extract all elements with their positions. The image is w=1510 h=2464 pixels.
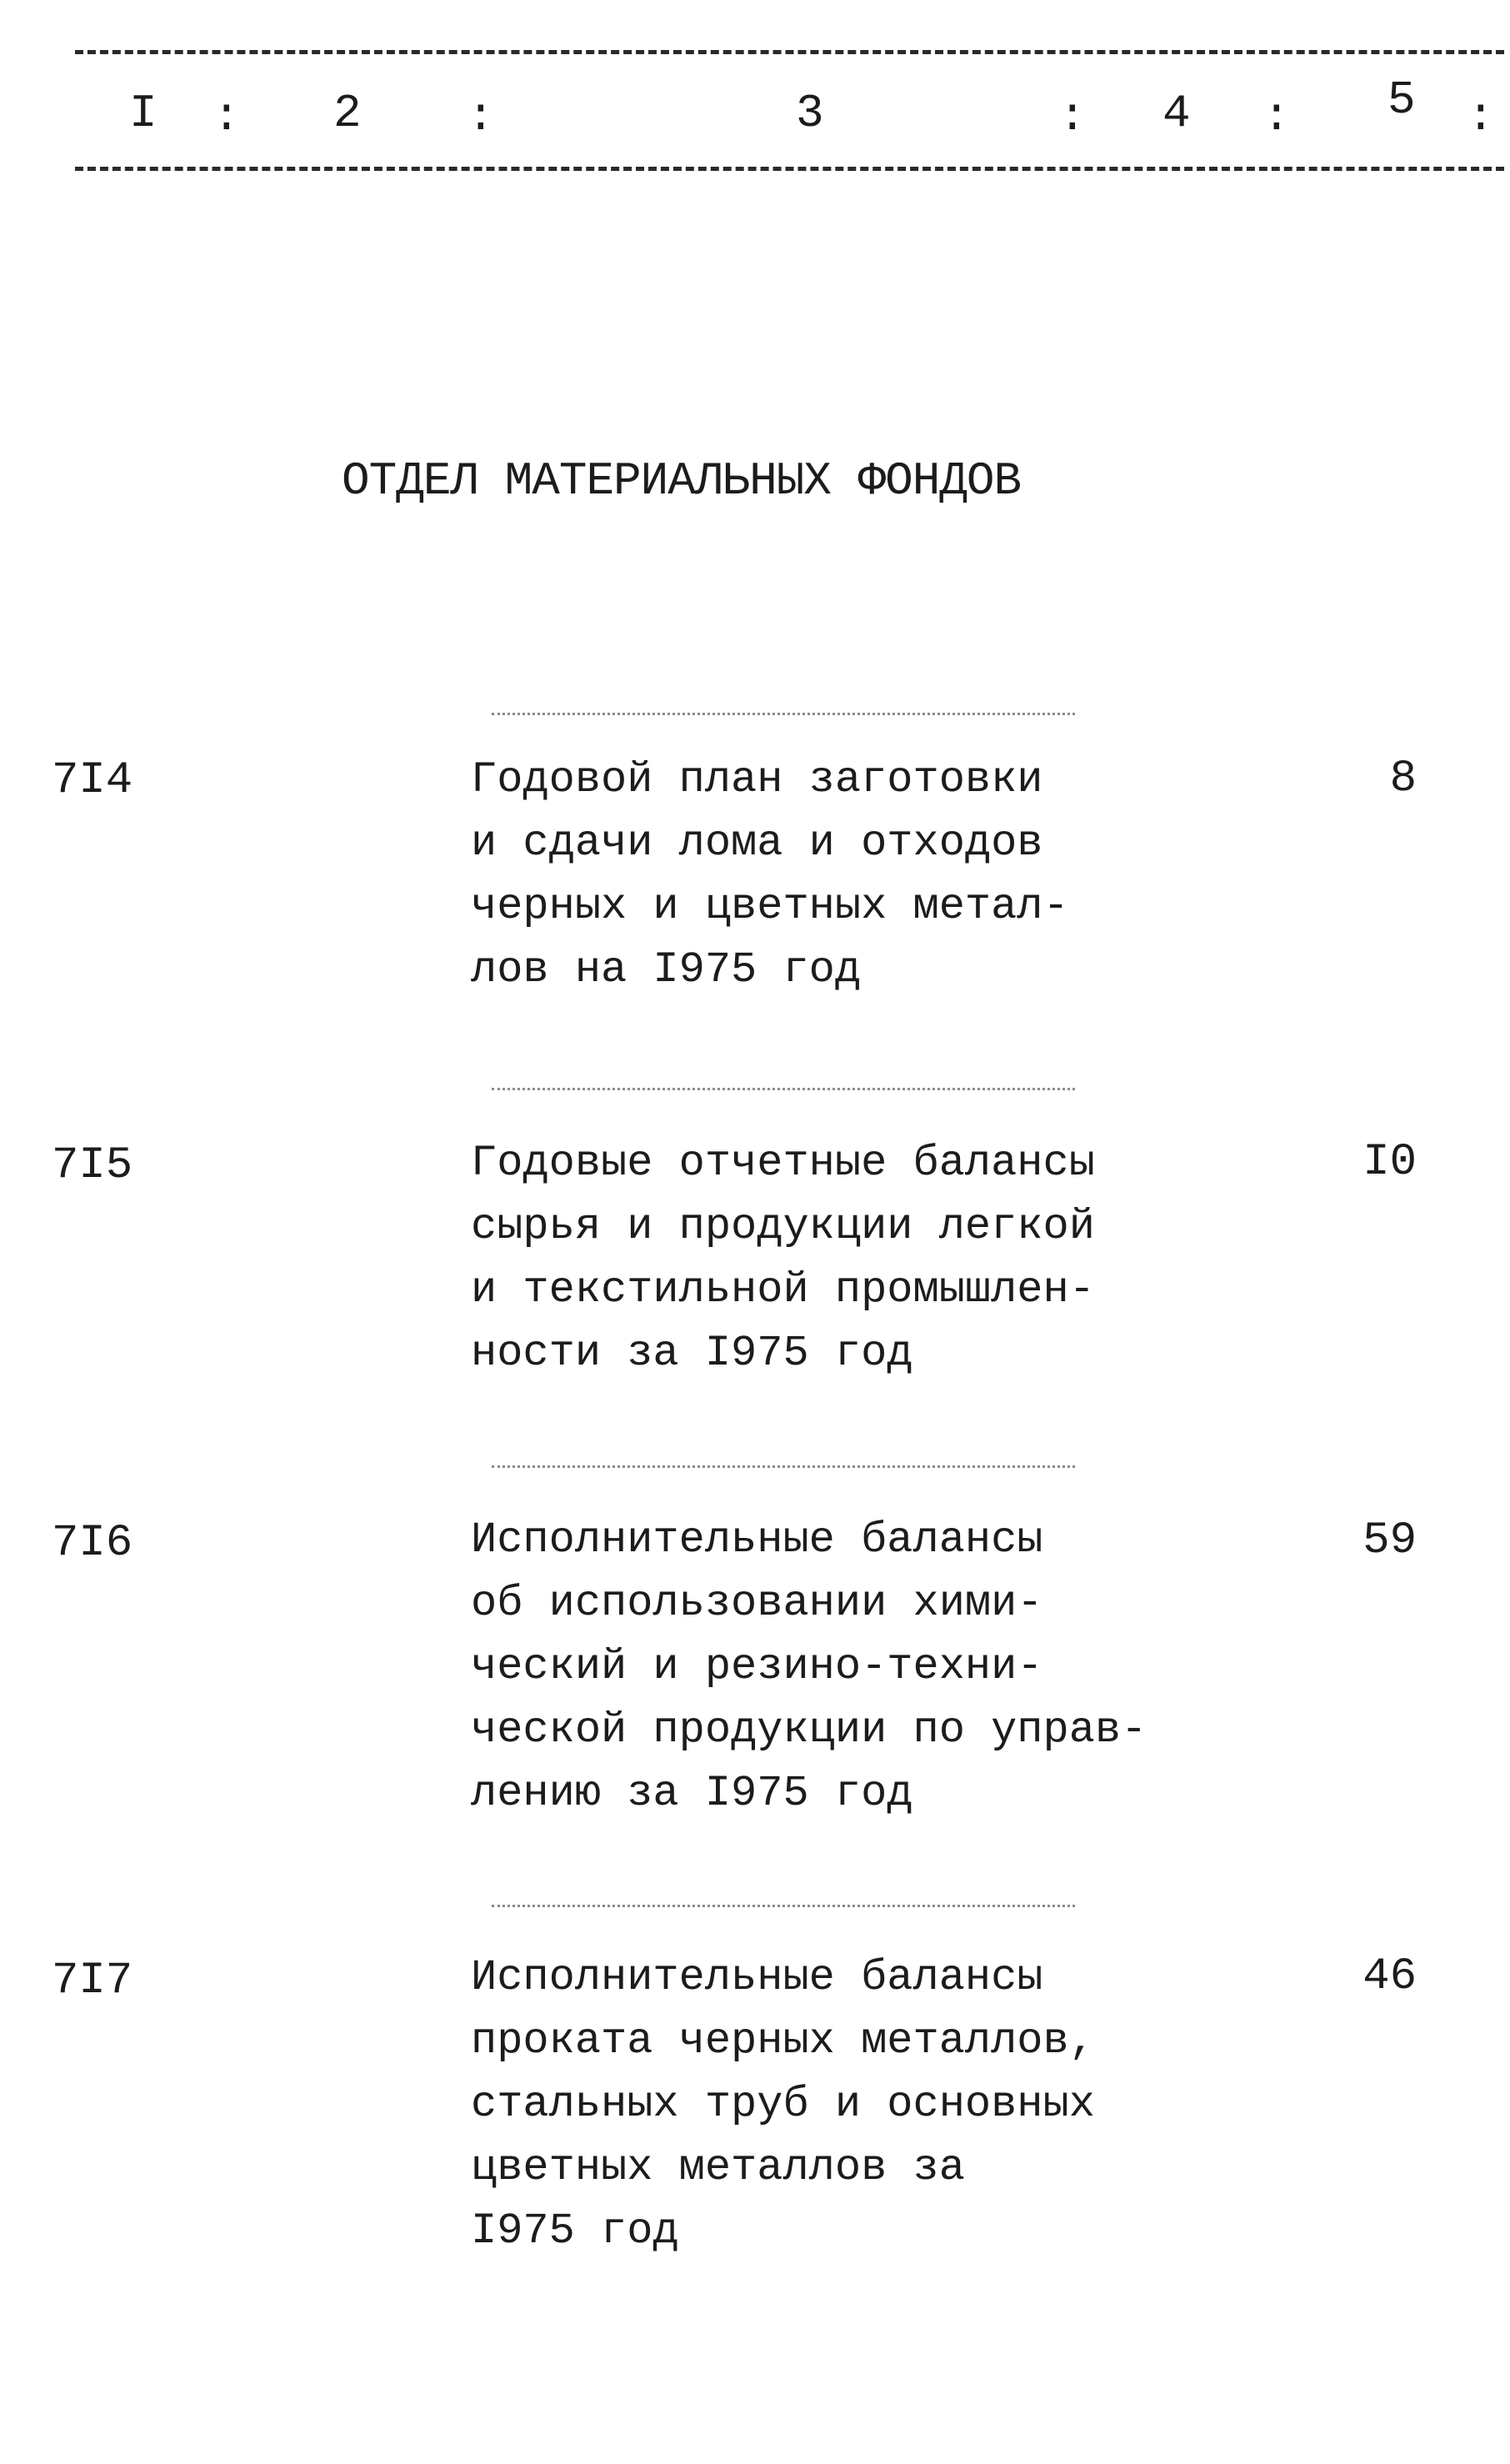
separator-dots bbox=[492, 713, 1075, 715]
column-number-4: 4 bbox=[1162, 87, 1191, 140]
entry-sheet-count: I0 bbox=[1362, 1137, 1417, 1188]
entry-title: Годовой план заготовки и сдачи лома и отходов черных и цветных метал- лов на I975 год bbox=[471, 755, 1069, 994]
header-bottom-rule bbox=[75, 167, 1504, 171]
header-top-rule bbox=[75, 50, 1504, 54]
separator-dots bbox=[492, 1088, 1075, 1090]
column-number-2: 2 bbox=[333, 87, 362, 140]
entry-title: Годовые отчетные балансы сырья и продукции легкой и текстильной промышлен- ности за I975 год bbox=[471, 1139, 1095, 1378]
entry-title: Исполнительные балансы проката черных металлов, стальных труб и основных цветных металлов за I975 год bbox=[471, 1953, 1095, 2256]
entry-number: 7I7 bbox=[52, 1956, 133, 2006]
entry-sheet-count: 59 bbox=[1362, 1515, 1417, 1566]
entry-number: 7I5 bbox=[52, 1140, 133, 1191]
column-number-5: 5 bbox=[1388, 73, 1416, 127]
separator-dots bbox=[492, 1465, 1075, 1468]
separator-dots bbox=[492, 1905, 1075, 1907]
column-separator: : bbox=[1262, 90, 1291, 143]
section-title: ОТДЕЛ МАТЕРИАЛЬНЫХ ФОНДОВ bbox=[342, 454, 1022, 508]
column-separator: : bbox=[1058, 90, 1087, 143]
entry-number: 7I6 bbox=[52, 1518, 133, 1569]
entry-sheet-count: 8 bbox=[1389, 754, 1417, 804]
column-separator: : bbox=[467, 90, 495, 143]
entry-sheet-count: 46 bbox=[1362, 1951, 1417, 2002]
column-number-1: I bbox=[129, 87, 158, 140]
column-separator: : bbox=[1467, 90, 1495, 143]
column-number-3: 3 bbox=[796, 87, 824, 140]
entry-title: Исполнительные балансы об использовании хими- ческий и резино-техни- ческой продукции по управ- лению за I975 год bbox=[471, 1515, 1148, 1818]
entry-number: 7I4 bbox=[52, 755, 133, 806]
column-separator: : bbox=[212, 90, 241, 143]
